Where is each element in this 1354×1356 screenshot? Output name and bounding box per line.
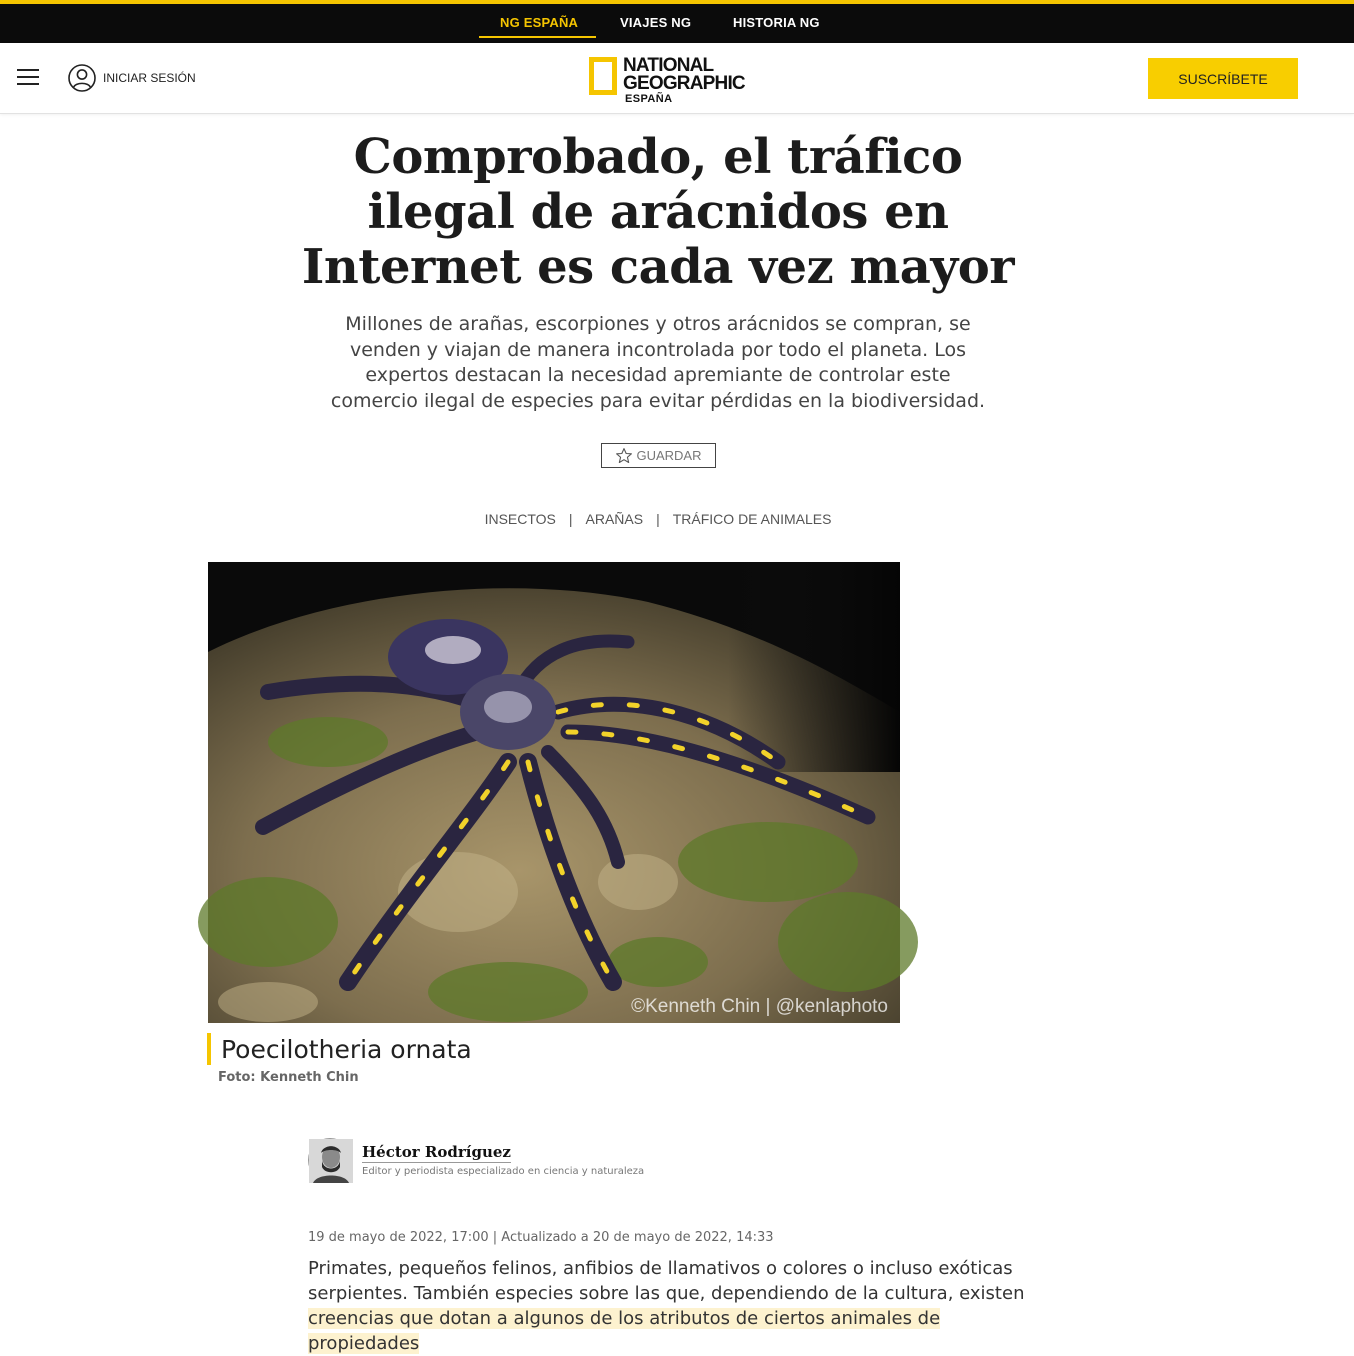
user-circle-icon (67, 63, 97, 93)
author-avatar[interactable] (308, 1138, 352, 1182)
save-button[interactable] (601, 443, 716, 468)
author-name[interactable]: Héctor Rodríguez (362, 1143, 511, 1161)
tab-viajes-ng[interactable]: VIAJES NG (620, 15, 692, 30)
network-bar (0, 0, 1354, 43)
tag-aranas[interactable]: ARAÑAS (585, 511, 644, 527)
body-line: serpientes. También especies sobre las que, dependiendo de la cultura, existen (308, 1283, 1025, 1304)
hamburger-menu-icon[interactable] (17, 69, 39, 87)
photo-caption: Poecilotheria ornata (207, 1033, 472, 1065)
tab-historia-ng[interactable]: HISTORIA NG (733, 15, 820, 30)
logo-text-line3: ESPAÑA (625, 93, 673, 105)
tag-list (0, 511, 1316, 527)
tag-trafico-de-animales[interactable]: TRÁFICO DE ANIMALES (672, 511, 832, 527)
photo-watermark: ©Kenneth Chin | @kenlaphoto (631, 996, 888, 1017)
body-line: Primates, pequeños felinos, anfibios de llamativos o colores o incluso exóticas (308, 1258, 1013, 1279)
star-outline-icon (615, 447, 633, 465)
tag-insectos[interactable]: INSECTOS (484, 511, 556, 527)
login-label: INICIAR SESIÓN (103, 71, 196, 85)
article-subtitle: Millones de arañas, escorpiones y otros arácnidos se compran, se venden y viajan de manera incontrolada por todo el planeta. Los expertos destacan la necesidad apremiante de controlar este comercio ilegal de especies para evitar pérdidas en la biodiversidad. (330, 313, 986, 412)
article-dateline: 19 de mayo de 2022, 17:00 | Actualizado a 20 de mayo de 2022, 14:33 (308, 1230, 774, 1245)
logo-text-line1: NATIONAL (623, 55, 714, 76)
tag-separator: | (568, 511, 573, 527)
author-description: Editor y periodista especializado en ciencia y naturaleza (362, 1166, 645, 1177)
article-title: Comprobado, el tráfico ilegal de arácnidos en Internet es cada vez mayor (301, 129, 1015, 295)
subscribe-button[interactable]: SUSCRÍBETE (1148, 58, 1298, 99)
tag-separator: | (656, 511, 660, 527)
article-body (308, 1256, 1028, 1356)
tab-ng-espana[interactable]: NG ESPAÑA (500, 15, 579, 30)
spider-photo-illustration (208, 562, 900, 1023)
logo-text-line2: GEOGRAPHIC (623, 73, 745, 94)
photo-credit: Foto: Kenneth Chin (218, 1070, 359, 1085)
active-tab-indicator (479, 36, 596, 38)
author-portrait-icon (309, 1139, 353, 1183)
login-button[interactable] (67, 62, 196, 94)
article-photo (208, 562, 900, 1023)
national-geographic-logo[interactable] (588, 55, 745, 107)
site-header (0, 43, 1354, 114)
logo-frame-icon (589, 57, 617, 95)
save-label: GUARDAR (636, 448, 702, 463)
body-line-highlighted: creencias que dotan a algunos de los atributos de ciertos animales de propiedades (308, 1308, 941, 1354)
